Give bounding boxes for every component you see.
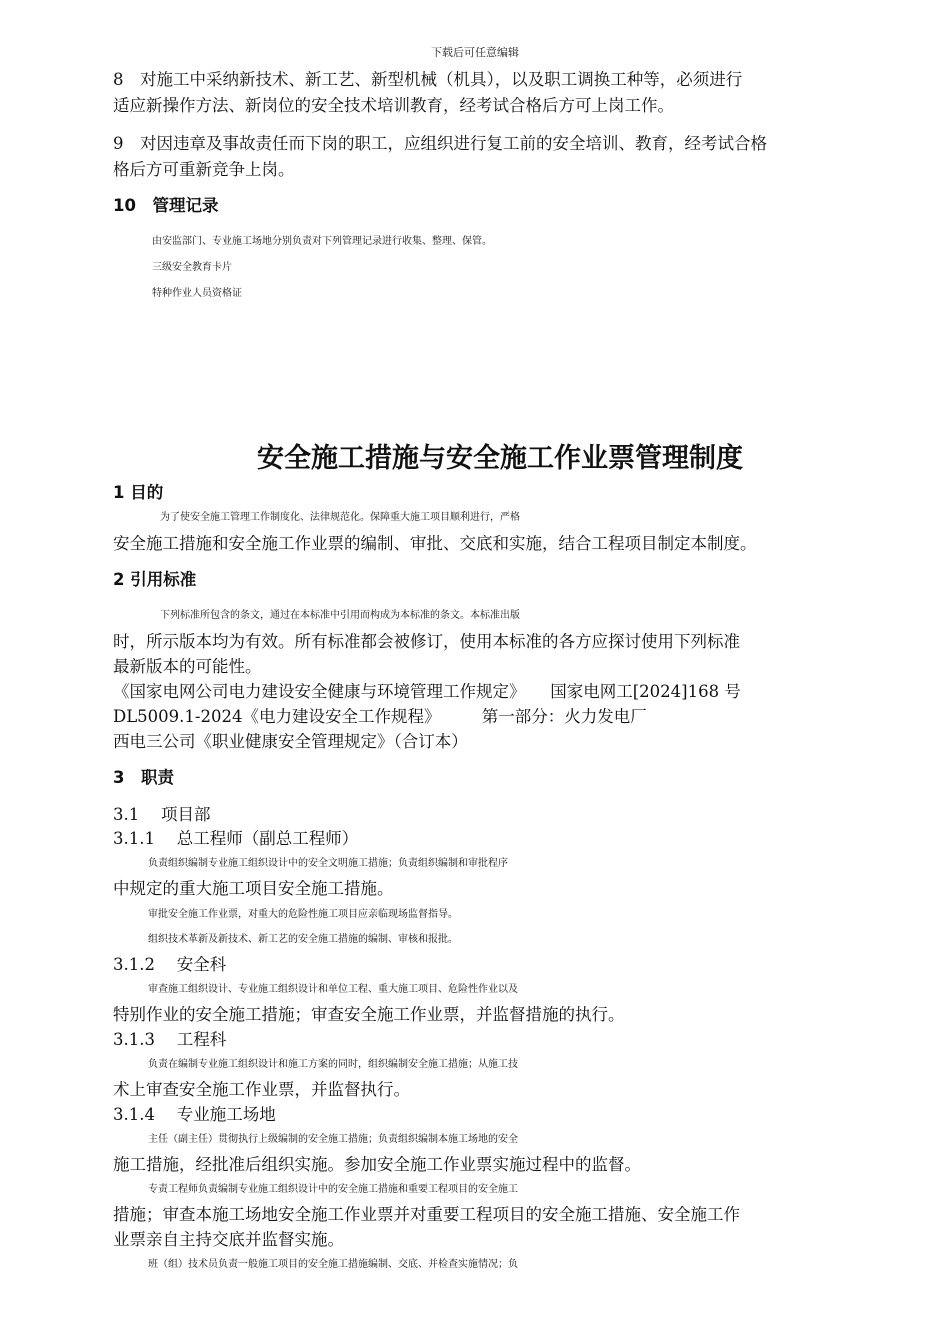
document-title: 安全施工措施与安全施工作业票管理制度	[257, 443, 743, 474]
section-2-para-line1: 下列标准所包含的条文，通过在本标准中引用而构成为本标准的条文。本标准出版	[160, 610, 520, 621]
section-3-1-2-para-line1: 审查施工组织设计、专业施工组织设计和单位工程、重大施工项目、危险性作业以及	[148, 984, 518, 995]
reference-2: DL5009.1-2024《电力建设安全工作规程》 第一部分：火力发电厂	[113, 707, 647, 726]
section-3-1-1-heading: 3.1.1 总工程师（副总工程师）	[113, 829, 359, 848]
item10-record-2: 特种作业人员资格证	[152, 288, 242, 299]
section-3-1-4-para2-line2: 措施；审查本施工场地安全施工作业票并对重要工程项目的安全施工措施、安全施工作	[113, 1205, 740, 1224]
item8-line2: 适应新操作方法、新岗位的安全技术培训教育，经考试合格后方可上岗工作。	[113, 96, 674, 115]
section-2-heading: 2 引用标准	[113, 570, 197, 589]
reference-3: 西电三公司《职业健康安全管理规定》（合订本）	[113, 732, 468, 751]
section-1-para-line1: 为了使安全施工管理工作制度化、法律规范化。保障重大施工项目顺利进行，严格	[160, 512, 520, 523]
section-3-1-4-para1-line1: 主任（副主任）贯彻执行上级编制的安全施工措施；负责组织编制本施工场地的安全	[148, 1134, 518, 1145]
section-3-1-heading: 3.1 项目部	[113, 805, 211, 824]
item9-line2: 格后方可重新竞争上岗。	[113, 160, 295, 179]
section-3-1-2-para-line2: 特别作业的安全施工措施；审查安全施工作业票，并监督措施的执行。	[113, 1005, 625, 1024]
section-3-1-4-para2-line1: 专责工程师负责编制专业施工组织设计中的安全施工措施和重要工程项目的安全施工	[148, 1184, 518, 1195]
item8-line1: 8 对施工中采纳新技术、新工艺、新型机械（机具），以及职工调换工种等，必须进行	[113, 70, 743, 89]
section-3-1-1-para3: 组织技术革新及新技术、新工艺的安全施工措施的编制、审核和报批。	[148, 934, 458, 945]
reference-1: 《国家电网公司电力建设安全健康与环境管理工作规定》 国家电网工[2024]168 号	[113, 682, 741, 701]
section-3-heading: 3 职责	[113, 768, 174, 787]
section-3-1-4-heading: 3.1.4 专业施工场地	[113, 1105, 276, 1124]
item9-line1: 9 对因违章及事故责任而下岗的职工，应组织进行复工前的安全培训、教育，经考试合格	[113, 134, 767, 153]
section-1-para-line2: 安全施工措施和安全施工作业票的编制、审批、交底和实施，结合工程项目制定本制度。	[113, 534, 757, 553]
section-1-heading: 1 目的	[113, 483, 164, 502]
section-3-1-3-para-line1: 负责在编制专业施工组织设计和施工方案的同时，组织编制安全施工措施；从施工技	[148, 1059, 518, 1070]
section-3-1-1-para1-line2: 中规定的重大施工项目安全施工措施。	[113, 879, 394, 898]
item10-heading: 10 管理记录	[113, 196, 219, 215]
item10-paragraph: 由安监部门、专业施工场地分别负责对下列管理记录进行收集、整理、保管。	[152, 236, 492, 247]
section-2-para-line3: 最新版本的可能性。	[113, 657, 262, 676]
section-3-1-1-para1-line1: 负责组织编制专业施工组织设计中的安全文明施工措施；负责组织编制和审批程序	[148, 858, 508, 869]
section-3-1-3-para-line2: 术上审查安全施工作业票，并监督执行。	[113, 1080, 410, 1099]
section-2-para-line2: 时，所示版本均为有效。所有标准都会被修订，使用本标准的各方应探讨使用下列标准	[113, 632, 740, 651]
section-3-1-4-para1-line2: 施工措施，经批准后组织实施。参加安全施工作业票实施过程中的监督。	[113, 1155, 641, 1174]
section-3-1-4-para3-line1: 班（组）技术员负责一般施工项目的安全施工措施编制、交底、并检查实施情况；负	[148, 1259, 518, 1270]
header-note: 下载后可任意编辑	[431, 46, 519, 59]
section-3-1-1-para2: 审批安全施工作业票，对重大的危险性施工项目应亲临现场监督指导。	[148, 909, 458, 920]
section-3-1-2-heading: 3.1.2 安全科	[113, 955, 227, 974]
item10-record-1: 三级安全教育卡片	[152, 262, 232, 273]
section-3-1-4-para2-line3: 业票亲自主持交底并监督实施。	[113, 1230, 344, 1249]
section-3-1-3-heading: 3.1.3 工程科	[113, 1030, 227, 1049]
